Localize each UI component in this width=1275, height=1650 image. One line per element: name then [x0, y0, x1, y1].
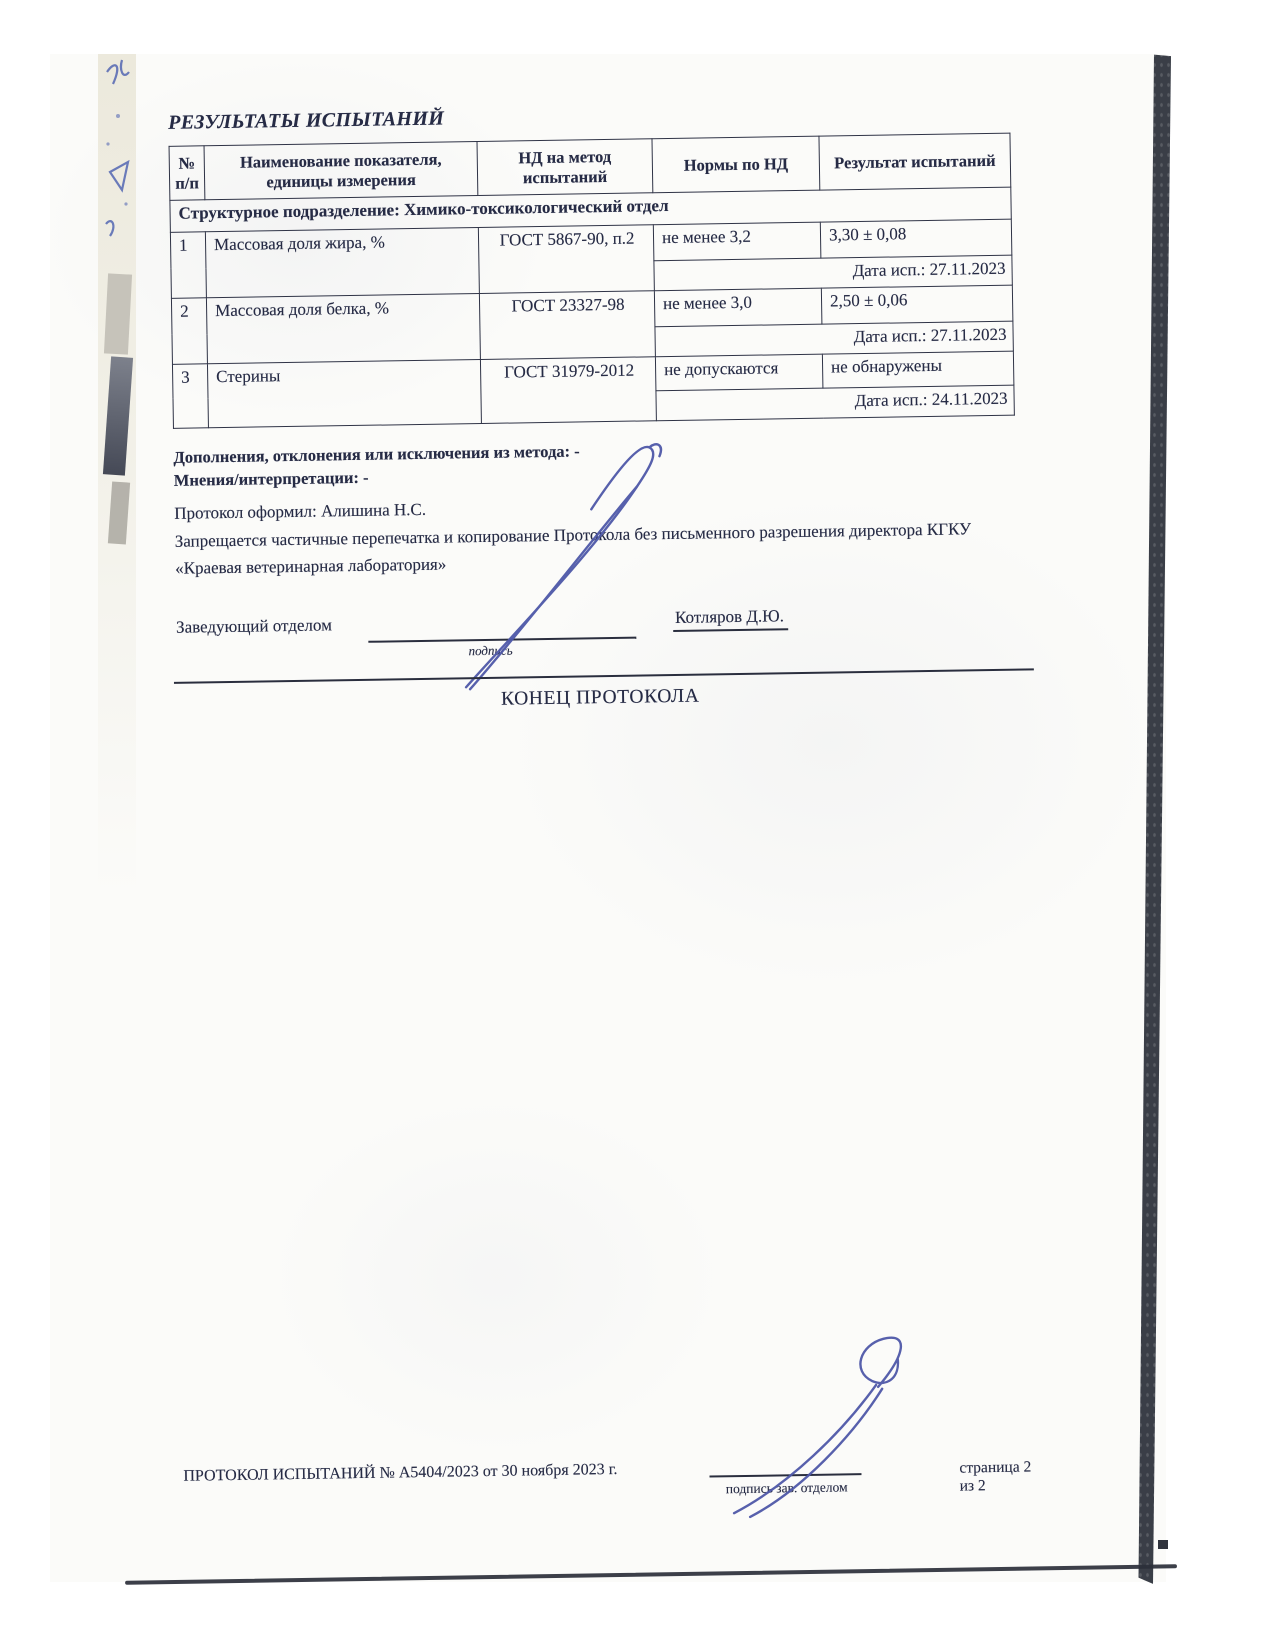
- section-label: Структурное подразделение: Химико-токсикологический отдел: [170, 187, 1011, 232]
- header-norm: Нормы по НД: [652, 136, 820, 193]
- copy-restriction-line: Запрещается частичные перепечатка и копирование Протокола без письменного разрешения директора КГКУ «Краевая ветеринарная лаборатория»: [174, 519, 972, 578]
- scan-shadow-patch: [108, 481, 130, 544]
- role-label: Заведующий отделом: [175, 615, 333, 637]
- scan-shadow-patch: [103, 356, 133, 475]
- results-table: [169, 133, 1015, 429]
- page-bottom-edge: [125, 1564, 1177, 1585]
- page-indicator: страница 2 из 2: [959, 1458, 1032, 1495]
- indicator-name: Стерины: [207, 359, 481, 427]
- method-standard: ГОСТ 23327-98: [479, 291, 655, 360]
- row-number: 3: [172, 364, 208, 429]
- additions-line: Дополнения, отклонения или исключения из метода: -: [173, 441, 580, 467]
- norm-value: не менее 3,2: [653, 222, 821, 261]
- opinions-line: Мнения/интерпретации: -: [173, 467, 369, 490]
- row-number: 1: [170, 232, 206, 299]
- footer-signature-ink: [699, 1328, 922, 1521]
- footer-protocol-line: ПРОТОКОЛ ИСПЫТАНИЙ № А5404/2023 от 30 ноября 2023 г.: [183, 1460, 618, 1485]
- scanner-edge-chip: [1158, 1540, 1168, 1549]
- header-name: Наименование показателя, единицы измерения: [204, 142, 478, 200]
- test-date: Дата исп.: 24.11.2023: [656, 385, 1014, 421]
- signature-ink: [440, 432, 674, 701]
- indicator-name: Массовая доля жира, %: [205, 228, 479, 298]
- underlying-page-edge: [98, 54, 136, 894]
- result-value: не обнаружены: [822, 351, 1014, 388]
- handwritten-marks-icon: [98, 54, 136, 264]
- method-standard: ГОСТ 31979-2012: [480, 357, 656, 424]
- method-standard: ГОСТ 5867-90, п.2: [478, 225, 654, 294]
- test-date: Дата исп.: 27.11.2023: [654, 255, 1012, 291]
- result-value: 3,30 ± 0,08: [820, 219, 1012, 258]
- header-method: НД на метод испытаний: [477, 139, 653, 196]
- signature-caption: подпись: [468, 642, 513, 659]
- prepared-by-line: Протокол оформил: Алишина Н.С.: [174, 499, 427, 523]
- signer-name: Котляров Д.Ю.: [673, 606, 788, 632]
- footer-signature-caption: подпись зав. отделом: [725, 1479, 848, 1497]
- norm-value: не менее 3,0: [654, 288, 822, 327]
- header-result: Результат испытаний: [819, 133, 1011, 190]
- indicator-name: Массовая доля белка, %: [206, 294, 480, 364]
- page-title: РЕЗУЛЬТАТЫ ИСПЫТАНИЙ: [167, 107, 445, 134]
- end-of-protocol-label: КОНЕЦ ПРОТОКОЛА: [500, 685, 700, 710]
- scan-shadow-patch: [104, 273, 132, 354]
- row-number: 2: [171, 298, 207, 365]
- result-value: 2,50 ± 0,06: [821, 285, 1013, 324]
- header-num: № п/п: [169, 146, 205, 201]
- norm-value: не допускаются: [655, 354, 823, 391]
- test-date: Дата исп.: 27.11.2023: [655, 321, 1013, 357]
- document-content: [160, 98, 1046, 1631]
